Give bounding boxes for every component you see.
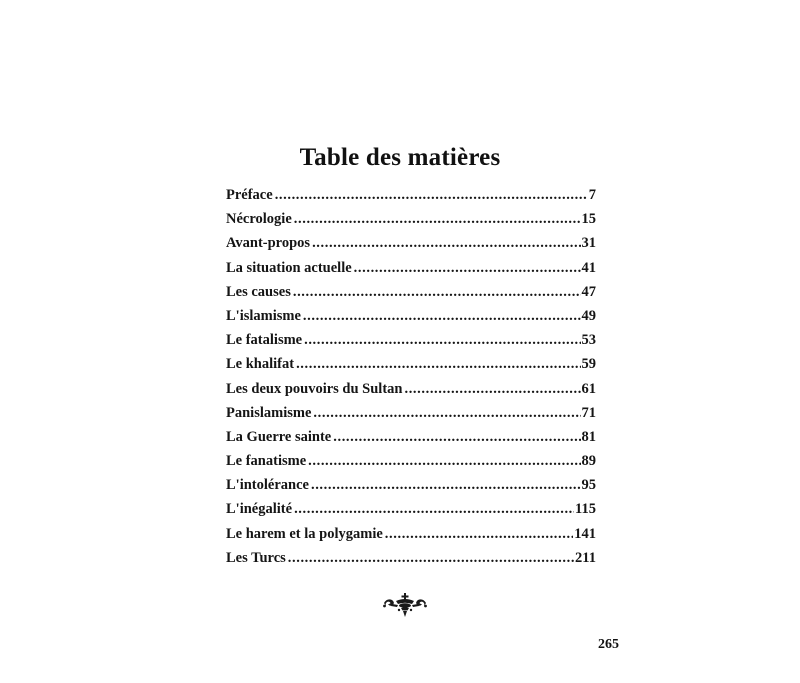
dot-leader [304,328,580,352]
dot-leader [303,304,581,328]
dot-leader [311,473,581,497]
toc-entry-label: La Guerre sainte [226,428,332,445]
dot-leader [294,207,581,231]
toc-entry-page: 53 [581,332,596,349]
toc-entry-page: 15 [581,211,596,228]
toc-entry-page: 61 [581,380,596,397]
toc-entry [226,304,596,328]
toc-entry [226,352,596,376]
dot-leader [313,401,580,425]
toc-entry-page: 115 [575,501,596,518]
dot-leader [354,256,581,280]
toc-entry-label: L'islamisme [226,307,301,324]
toc-entry [226,231,596,255]
toc-entry-page: 71 [581,404,596,421]
page-title: Table des matières [299,144,501,171]
toc-entry-label: Le khalifat [226,356,295,373]
toc-entry-page: 89 [581,453,596,470]
toc-entry [226,256,596,280]
table-of-contents [226,183,596,570]
toc-entry-label: Le fatalisme [226,332,303,349]
toc-entry-label: Avant-propos [226,235,311,252]
toc-entry-page: 95 [581,477,596,494]
toc-entry [226,207,596,231]
toc-entry-label: Préface [226,187,273,203]
dot-leader [293,280,581,304]
fleuron-ornament-icon [382,592,428,618]
dot-leader [404,377,580,401]
toc-entry-page: 211 [575,549,596,566]
dot-leader [296,352,580,376]
toc-entry [226,183,596,207]
toc-entry-page: 31 [581,235,596,252]
toc-entry [226,280,596,304]
toc-entry-label: Les Turcs [226,549,286,566]
toc-entry [226,401,596,425]
toc-entry-page: 7 [588,187,596,203]
toc-entry-label: Le harem et la polygamie [226,525,383,542]
toc-entry-page: 59 [581,356,596,373]
dot-leader [308,449,580,473]
toc-entry [226,449,596,473]
toc-entry-label: La situation actuelle [226,259,352,276]
dot-leader [275,183,588,207]
toc-entry [226,546,596,570]
toc-entry-page: 49 [581,307,596,324]
toc-entry [226,522,596,546]
toc-entry [226,425,596,449]
toc-entry-label: Le fanatisme [226,453,307,470]
toc-entry-page: 41 [581,259,596,276]
toc-entry [226,377,596,401]
page-number: 265 [598,637,619,652]
toc-entry [226,473,596,497]
dot-leader [288,546,574,570]
toc-entry-label: Nécrologie [226,211,292,228]
toc-entry-label: L'inégalité [226,501,293,518]
dot-leader [294,497,574,521]
toc-entry-label: Les deux pouvoirs du Sultan [226,380,403,397]
toc-entry-label: Les causes [226,283,291,300]
toc-entry-page: 47 [581,283,596,300]
dot-leader [333,425,580,449]
toc-entry [226,328,596,352]
toc-entry-label: L'intolérance [226,477,309,494]
toc-entry-page: 81 [581,428,596,445]
dot-leader [312,231,580,255]
toc-entry [226,497,596,521]
toc-entry-page: 141 [574,525,596,542]
dot-leader [385,522,573,546]
toc-entry-label: Panislamisme [226,404,312,421]
